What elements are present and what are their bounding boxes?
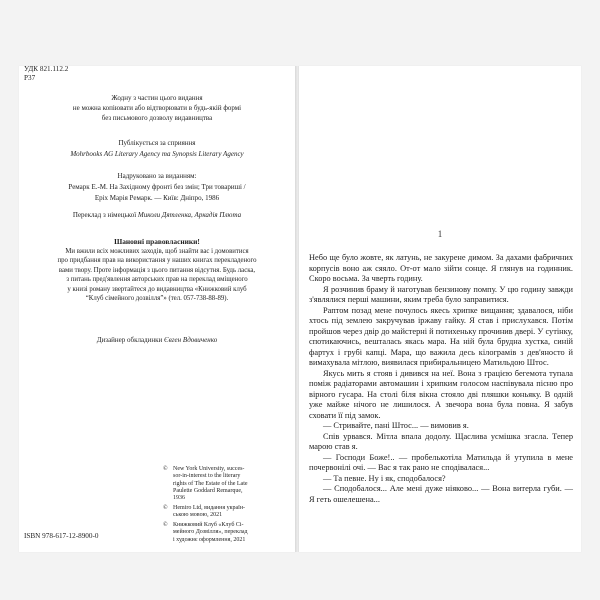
copyright-line: rights of The Estate of the Late (173, 480, 248, 487)
translators: Миколи Дятленка, Аркадія Плюта (137, 211, 242, 219)
paragraph: Спів урвався. Мітла впала додолу. Щаслива усмішка згасла. Тепер марою став я. (309, 431, 573, 451)
copyright-line: Hemiro Ltd, видання україн- (173, 505, 246, 511)
paragraph: — Стривайте, пані Штос... — вимовив я. (323, 421, 469, 430)
paragraph: — Та певне. Ну і як, сподобалося? (323, 473, 446, 483)
copyright-line: і художнє оформлення, 2021 (173, 536, 246, 543)
copyright-line: New York University, succes- (173, 466, 245, 472)
translation-credit (19, 210, 295, 221)
printed-from-label: Надруковано за виданням: (117, 172, 197, 180)
copyright-symbol: © (163, 505, 168, 511)
published-with-label: Публікується за сприяння (118, 139, 196, 147)
designer-name: Євген Вдовиченко (164, 336, 218, 344)
copyright-symbol: © (163, 522, 168, 528)
rights-notice (19, 93, 295, 123)
publisher-support (19, 138, 295, 160)
rights-holders-line: Ми вжили всіх можливих заходів, щоб знайти вас і домовитися (65, 248, 249, 255)
paragraph: Я розчинив браму й наготував бензинову помпу. У цю годину завжди з'являлися перші машини, яким треба було заправитися. (309, 284, 573, 304)
copyright-line: ською мовою, 2021 (173, 512, 223, 519)
translation-label: Переклад з німецької (72, 211, 138, 219)
paragraph: — Господи Боже!.. — пробелькотіла Матильда й утупила в мене почервонілі очі. — Вас я так рано не сподівалася... (309, 452, 573, 472)
edition-line: Ремарк Е.-М. На Західному фронті без змін; Три товариші / (68, 183, 246, 191)
rights-holders-line: у книзі роману звертайтеся до видавництва «Книжковий клуб (67, 285, 247, 293)
agency-name: Mohrbooks AG Literary Agency та Synopsis Literary Agency (70, 150, 244, 158)
paragraph: Небо ще було жовте, як латунь, не закурене димом. За дахами фабричних корпусів воно аж сяяло. От-от мало зійти сонце. Я глянув на годинник. Скоро восьма. За чверть годину. (309, 253, 573, 283)
cover-designer-credit (19, 335, 295, 346)
isbn: ISBN 978-617-12-8900-0 (24, 532, 99, 540)
rights-notice-line: без письмового дозволу видавництва (101, 114, 213, 122)
edition-line: Еріх Марія Ремарк. — Київ: Дніпро, 1986 (94, 194, 220, 202)
designer-label: Дизайнер обкладинки (96, 336, 165, 344)
rights-holders-line: вами твору. Проте інформація з цього питання відсутня. Будь ласка, (58, 266, 256, 274)
udk-code: УДК 821.112.2 (24, 65, 69, 73)
copyright-line: Paulette Goddard Remarque, (173, 487, 243, 494)
paragraph: Якусь мить я стояв і дивився на неї. Вона з грацією бегемота тупала поміж радіаторами автомашин і хрипким голосом наспівувала пісню про вірного гусара. На столі біля вікна стояло дві пляшки коньяку. В одній уже майже нічого не лишилося. А звечора вона була повна. Я забув сховати її під замок. (309, 368, 573, 420)
body-text (309, 253, 573, 505)
paragraph: Раптом позад мене почулось якесь хрипке вищання; здавалося, ніби хтось під землею закручував іржаву гайку. Я став і прислухався. Потім пройшов через двір до майстерні й потихеньку прочинив двері. У сутінку, спотикаючись, вешталась якась мара. На ній була брудна хустка, синій фартух і грубі капці. Мара, що важила десь кілограмів з дев'яносто й вимахувала мітлою, виявилася прибиральницею Матильдою Штос. (309, 305, 573, 367)
chapter-number: 1 (437, 229, 443, 239)
rights-holders-line: про придбання прав на використання у наших книгах перекладеного (57, 257, 257, 265)
paragraph: — Сподобалося... Але мені дуже ніяково... — Вона витерла губи. — Я геть ошелешена... (309, 484, 573, 504)
bbk-code: Р37 (24, 74, 36, 82)
rights-holders-line: з питань пред'явлення авторських прав на переклад вміщеного (66, 276, 248, 284)
copyright-line: мейного Дозвілля», переклад (173, 529, 248, 536)
rights-notice-line: Жодну з частин цього видання (111, 94, 203, 102)
rights-holders-line: “Клуб сімейного дозвілля”» (тел. 057-738-88-89). (85, 295, 229, 303)
copyright-line: Книжковий Клуб «Клуб Сі- (173, 522, 244, 528)
copyright-line: sor-in-interest to the literary (173, 473, 241, 480)
copyright-symbol: © (163, 466, 168, 472)
rights-notice-line: не можна копіювати або відтворювати в будь-якій формі (72, 104, 242, 112)
rights-holders-notice (19, 237, 295, 303)
source-edition (19, 171, 295, 204)
rights-holders-heading: Шановні правовласники! (114, 237, 200, 246)
copyright-line: 1936 (173, 495, 185, 502)
